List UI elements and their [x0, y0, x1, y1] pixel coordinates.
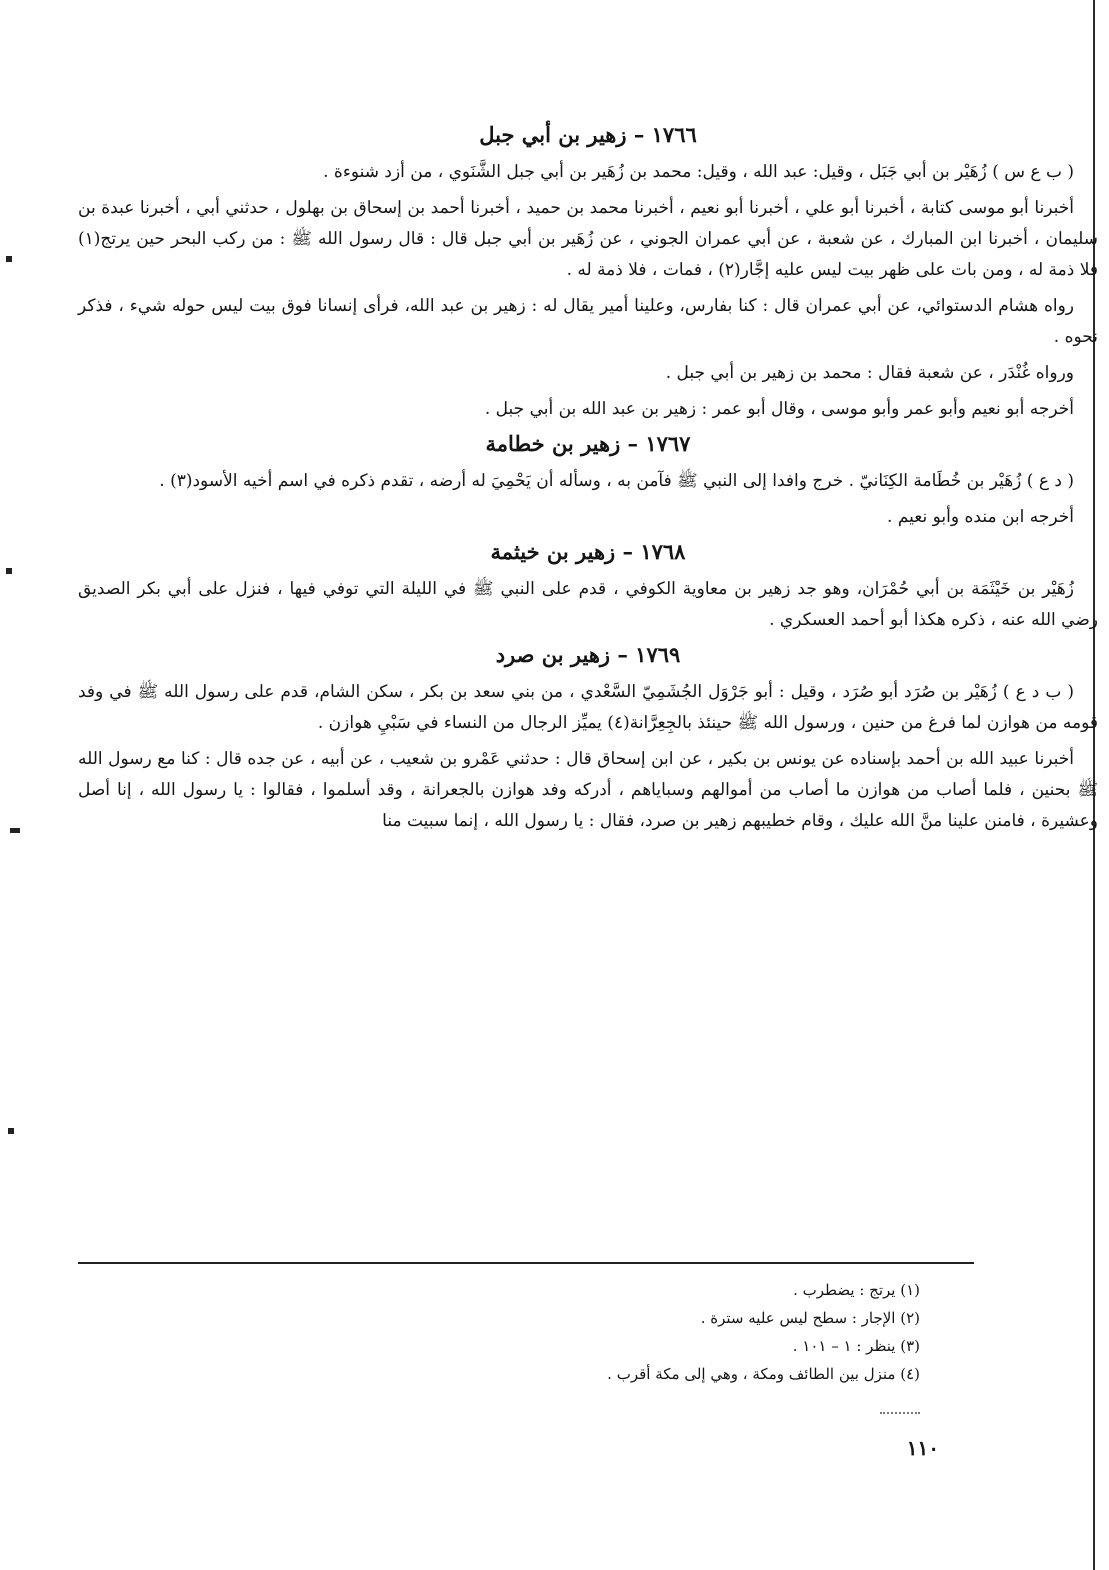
entry-title: ١٧٦٨ – زهير بن خيثمة	[490, 539, 686, 564]
entry-paragraph: أخبرنا عبيد الله بن أحمد بإسناده عن يونس بن بكير ، عن ابن إسحاق قال : حدثني عَمْرو بن شعيب ، عن أبيه ، عن جده قال : كنا مع رسول الله ﷺ بحنين ، فلما أصاب من هوازن ما أصاب من أموالهم وسباياهم ، أدركه وفد هوازن بالجعرانة ، وقد أسلموا ، فقالوا : يا رسول الله ، إنا أصل وعشيرة ، فامنن علينا منَّ الله عليك ، وقام خطيبهم زهير بن صرد، فقال : يا رسول الله ، إنما سبيت منا	[78, 749, 1098, 831]
entry-paragraph: ( ب د ع ) زُهَيْر بن صُرَد أبو صُرَد ، وقيل : أبو جَرْوَل الجُشَمِيّ السَّعْدي ، من بني سعد بن بكر ، سكن الشام، قدم على رسول الله ﷺ في وفد قومه من هوازن لما فرغ من حنين ، ورسول الله ﷺ حينئذ بالجِعِرَّانة(٤) يميِّز الرجال من النساء في سَبْيِ هوازن .	[78, 682, 1098, 733]
entry-1766	[78, 122, 1098, 425]
scan-mark	[10, 828, 20, 833]
entry-paragraph: ( د ع ) زُهَيْر بن خُطَامة الكِنَانيّ . خرج وافدا إلى النبي ﷺ فآمن به ، وسأله أن يَحْمِيَ له أرضه ، تقدم ذكره في اسم أخيه الأسود(٣) .	[159, 471, 1074, 491]
entry-paragraph: أخرجه ابن منده وأبو نعيم .	[887, 507, 1074, 527]
entry-1768	[78, 539, 1098, 636]
page-number: ١١٠	[906, 1436, 939, 1460]
entry-title: ١٧٦٧ – زهير بن خطامة	[485, 431, 691, 456]
dotted-rule	[880, 1412, 920, 1414]
entry-title: ١٧٦٩ – زهير بن صرد	[495, 642, 681, 667]
footnote: (٣) ينظر : ١ – ١٠١ .	[792, 1337, 920, 1355]
footnote-divider	[78, 1262, 974, 1264]
footnote: (٢) الإجار : سطح ليس عليه سترة .	[700, 1309, 920, 1327]
entry-paragraph: زُهَيْر بن خَيْثَمَة بن أبي حُمْرَان، وهو جد زهير بن معاوية الكوفي ، قدم على النبي ﷺ في الليلة التي توفي فيها ، فنزل على أبي بكر الصديق رضي الله عنه ، ذكره هكذا أبو أحمد العسكري .	[78, 579, 1098, 630]
entry-paragraph: ورواه غُنْدَر ، عن شعبة فقال : محمد بن زهير بن أبي جبل .	[665, 363, 1074, 383]
footnote: (١) يرتج : يضطرب .	[793, 1281, 920, 1299]
scan-mark	[8, 1128, 14, 1134]
entry-paragraph: رواه هشام الدستوائي، عن أبي عمران قال : كنا بفارس، وعلينا أمير يقال له : زهير بن عبد الله، فرأى إنسانا فوق بيت ليس حوله شيء ، فذكر نحوه .	[78, 296, 1098, 347]
footnote: (٤) منزل بين الطائف ومكة ، وهي إلى مكة أقرب .	[607, 1365, 920, 1383]
entry-paragraph: أخرجه أبو نعيم وأبو عمر وأبو موسى ، وقال أبو عمر : زهير بن عبد الله بن أبي جبل .	[484, 399, 1074, 419]
scan-mark	[6, 256, 12, 262]
entry-paragraph: أخبرنا أبو موسى كتابة ، أخبرنا أبو علي ، أخبرنا أبو نعيم ، أخبرنا محمد بن حميد ، أخبرنا أحمد بن إسحاق بن بهلول ، حدثني أبي ، أخبرنا عبدة بن سليمان ، أخبرنا ابن المبارك ، عن شعبة ، عن أبي عمران الجوني ، عن زُهَير بن أبي جبل قال : قال رسول الله ﷺ : من ركب البحر حين يرتج(١) فلا ذمة له ، ومن بات على ظهر بيت ليس عليه إجَّار(٢) ، فمات ، فلا ذمة له .	[78, 198, 1098, 280]
entry-1769	[78, 642, 1098, 837]
entry-title: ١٧٦٦ – زهير بن أبي جبل	[479, 122, 697, 147]
scan-mark	[6, 568, 12, 574]
entry-paragraph: ( ب ع س ) زُهَيْر بن أبي جَبَل ، وقيل: عبد الله ، وقيل: محمد بن زُهَير بن أبي جبل الشَّنَوي ، من أزد شنوءة .	[323, 162, 1074, 182]
footnotes	[400, 1276, 920, 1388]
entry-1767	[78, 431, 1098, 533]
main-text	[78, 116, 1098, 842]
